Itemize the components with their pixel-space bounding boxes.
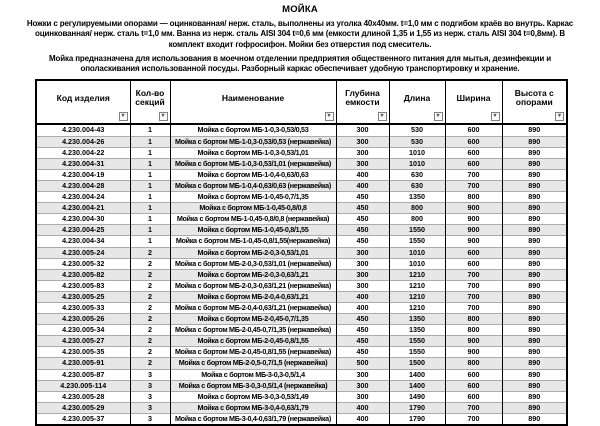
cell-code: 4.230.005-35 xyxy=(36,347,130,358)
cell-name: Мойка с бортом МБ-1-0,45-0,8/1,55(нержавейка) xyxy=(170,236,336,247)
cell-depth: 300 xyxy=(336,269,389,280)
column-header-length xyxy=(389,80,445,124)
table-row xyxy=(36,158,567,169)
cell-name: Мойка с бортом МБ-3-0,3-0,5/1,4 (нержавейка) xyxy=(170,380,336,391)
cell-width: 600 xyxy=(445,369,502,380)
cell-width: 700 xyxy=(445,280,502,291)
column-header-label: Наименование xyxy=(221,92,285,103)
cell-sections: 1 xyxy=(130,214,170,225)
cell-length: 1500 xyxy=(389,358,445,369)
cell-name: Мойка с бортом МБ-1-0,3-0,53/1,01 xyxy=(170,147,336,158)
cell-height: 890 xyxy=(502,147,567,158)
cell-height: 890 xyxy=(502,391,567,402)
cell-sections: 1 xyxy=(130,203,170,214)
column-header-label: Длина xyxy=(403,92,431,103)
column-header-name xyxy=(170,80,336,124)
cell-depth: 450 xyxy=(336,203,389,214)
cell-name: Мойка с бортом МБ-1-0,45-0,8/1,55 xyxy=(170,225,336,236)
cell-width: 700 xyxy=(445,413,502,425)
cell-width: 600 xyxy=(445,136,502,147)
cell-sections: 1 xyxy=(130,158,170,169)
cell-sections: 2 xyxy=(130,347,170,358)
column-header-label: Глубина емкости xyxy=(345,87,380,108)
table-row xyxy=(36,280,567,291)
table-row xyxy=(36,136,567,147)
column-header-label: Ширина xyxy=(456,92,491,103)
cell-width: 600 xyxy=(445,247,502,258)
cell-height: 890 xyxy=(502,325,567,336)
cell-length: 630 xyxy=(389,169,445,180)
cell-height: 890 xyxy=(502,136,567,147)
cell-sections: 2 xyxy=(130,358,170,369)
cell-length: 530 xyxy=(389,124,445,136)
cell-name: Мойка с бортом МБ-2-0,3-0,53/1,01 (нержавейка) xyxy=(170,258,336,269)
table-row xyxy=(36,291,567,302)
cell-sections: 3 xyxy=(130,369,170,380)
cell-height: 890 xyxy=(502,402,567,413)
cell-name: Мойка с бортом МБ-2-0,45-0,8/1,55 (нержавейка) xyxy=(170,347,336,358)
cell-length: 1350 xyxy=(389,325,445,336)
cell-depth: 400 xyxy=(336,169,389,180)
cell-name: Мойка с бортом МБ-2-0,45-0,7/1,35 (нержавейка) xyxy=(170,325,336,336)
cell-sections: 1 xyxy=(130,180,170,191)
description-line: комплект входит гофросифон. Мойки без отверстия под смеситель. xyxy=(168,39,432,49)
cell-code: 4.230.005-25 xyxy=(36,291,130,302)
table-row xyxy=(36,369,567,380)
column-header-depth xyxy=(336,80,389,124)
cell-length: 1210 xyxy=(389,269,445,280)
cell-depth: 450 xyxy=(336,347,389,358)
cell-name: Мойка с бортом МБ-2-0,45-0,8/1,55 xyxy=(170,336,336,347)
cell-height: 890 xyxy=(502,180,567,191)
cell-sections: 3 xyxy=(130,413,170,425)
cell-code: 4.230.005-91 xyxy=(36,358,130,369)
cell-length: 1790 xyxy=(389,402,445,413)
cell-length: 1550 xyxy=(389,225,445,236)
cell-width: 600 xyxy=(445,380,502,391)
products-table xyxy=(35,79,568,426)
cell-code: 4.230.004-30 xyxy=(36,214,130,225)
table-row xyxy=(36,169,567,180)
filter-dropdown-icon[interactable]: ▼ xyxy=(556,113,563,120)
cell-name: Мойка с бортом МБ-2-0,3-0,53/1,01 xyxy=(170,247,336,258)
cell-height: 890 xyxy=(502,358,567,369)
filter-dropdown-icon[interactable]: ▼ xyxy=(379,113,385,120)
cell-depth: 400 xyxy=(336,291,389,302)
cell-length: 1350 xyxy=(389,192,445,203)
cell-width: 900 xyxy=(445,347,502,358)
cell-name: Мойка с бортом МБ-1-0,3-0,53/0,53 xyxy=(170,124,336,136)
column-header-label: Кол-во секций xyxy=(135,87,165,108)
cell-width: 900 xyxy=(445,336,502,347)
header-row xyxy=(36,80,567,124)
description-line: ополаскивания использованной посуды. Разборный каркас обеспечивает удобную транспортировку и хранение. xyxy=(80,64,520,74)
cell-sections: 2 xyxy=(130,302,170,313)
cell-length: 1210 xyxy=(389,280,445,291)
cell-sections: 2 xyxy=(130,291,170,302)
cell-height: 890 xyxy=(502,225,567,236)
cell-height: 890 xyxy=(502,380,567,391)
cell-width: 600 xyxy=(445,147,502,158)
table-row xyxy=(36,203,567,214)
cell-height: 890 xyxy=(502,214,567,225)
cell-sections: 3 xyxy=(130,402,170,413)
table-row xyxy=(36,413,567,425)
cell-height: 890 xyxy=(502,302,567,313)
cell-name: Мойка с бортом МБ-3-0,4-0,63/1,79 (нержавейка) xyxy=(170,413,336,425)
table-row xyxy=(36,147,567,158)
cell-depth: 300 xyxy=(336,369,389,380)
table-row xyxy=(36,214,567,225)
cell-length: 1550 xyxy=(389,236,445,247)
cell-height: 890 xyxy=(502,269,567,280)
cell-width: 800 xyxy=(445,314,502,325)
filter-dropdown-icon[interactable]: ▼ xyxy=(435,113,441,120)
table-row xyxy=(36,302,567,313)
table-body xyxy=(36,124,567,425)
cell-depth: 300 xyxy=(336,147,389,158)
cell-sections: 2 xyxy=(130,280,170,291)
cell-width: 600 xyxy=(445,124,502,136)
cell-depth: 400 xyxy=(336,402,389,413)
cell-length: 1010 xyxy=(389,247,445,258)
filter-dropdown-icon[interactable]: ▼ xyxy=(160,113,166,120)
cell-length: 1210 xyxy=(389,302,445,313)
cell-width: 700 xyxy=(445,169,502,180)
cell-height: 890 xyxy=(502,291,567,302)
cell-width: 900 xyxy=(445,214,502,225)
cell-length: 1010 xyxy=(389,147,445,158)
cell-width: 700 xyxy=(445,302,502,313)
filter-dropdown-icon[interactable]: ▼ xyxy=(120,113,126,120)
cell-width: 600 xyxy=(445,258,502,269)
description-line: оцинкованная/ нерж. сталь t=1,0 мм. Ванна из нерж. сталь AISI 304 t=0,6 мм (емкости длиной 1,35 и 1,55 из нерж. сталь AISI 304 t=0,8мм). В xyxy=(35,29,565,39)
cell-height: 890 xyxy=(502,203,567,214)
table-row xyxy=(36,258,567,269)
cell-width: 800 xyxy=(445,325,502,336)
cell-length: 1550 xyxy=(389,347,445,358)
cell-code: 4.230.004-19 xyxy=(36,169,130,180)
cell-width: 900 xyxy=(445,225,502,236)
cell-depth: 300 xyxy=(336,391,389,402)
cell-width: 900 xyxy=(445,236,502,247)
cell-width: 800 xyxy=(445,192,502,203)
cell-width: 600 xyxy=(445,158,502,169)
cell-name: Мойка с бортом МБ-3-0,3-0,5/1,4 xyxy=(170,369,336,380)
table-row xyxy=(36,236,567,247)
cell-name: Мойка с бортом МБ-2-0,5-0,7/1,5 (нержавейка) xyxy=(170,358,336,369)
column-header-sections xyxy=(130,80,170,124)
cell-depth: 300 xyxy=(336,380,389,391)
cell-depth: 300 xyxy=(336,247,389,258)
cell-length: 1400 xyxy=(389,369,445,380)
cell-length: 800 xyxy=(389,203,445,214)
cell-code: 4.230.005-28 xyxy=(36,391,130,402)
table-row xyxy=(36,325,567,336)
cell-sections: 1 xyxy=(130,192,170,203)
cell-code: 4.230.005-29 xyxy=(36,402,130,413)
cell-sections: 1 xyxy=(130,147,170,158)
column-header-code xyxy=(36,80,130,124)
cell-name: Мойка с бортом МБ-2-0,3-0,63/1,21 (нержавейка) xyxy=(170,280,336,291)
table-row xyxy=(36,391,567,402)
cell-depth: 450 xyxy=(336,336,389,347)
cell-height: 890 xyxy=(502,347,567,358)
description-line: Ножки с регулируемыми опорами — оцинкованная/ нерж. сталь, выполнены из уголка 40х40мм. t=1,0 мм с подгибом краёв во внутрь. Каркас xyxy=(26,19,574,28)
column-header-label: Код изделия xyxy=(56,92,110,103)
cell-sections: 1 xyxy=(130,225,170,236)
cell-depth: 400 xyxy=(336,180,389,191)
cell-sections: 2 xyxy=(130,247,170,258)
table-row xyxy=(36,225,567,236)
cell-name: Мойка с бортом МБ-1-0,3-0,53/1,01 (нержавейка) xyxy=(170,158,336,169)
cell-depth: 300 xyxy=(336,258,389,269)
cell-sections: 1 xyxy=(130,124,170,136)
cell-length: 1210 xyxy=(389,291,445,302)
cell-length: 800 xyxy=(389,214,445,225)
cell-depth: 300 xyxy=(336,136,389,147)
description-paragraph-2 xyxy=(0,54,600,75)
cell-height: 890 xyxy=(502,169,567,180)
table-row xyxy=(36,180,567,191)
cell-name: Мойка с бортом МБ-1-0,45-0,8/0,8 xyxy=(170,203,336,214)
cell-width: 800 xyxy=(445,358,502,369)
cell-depth: 300 xyxy=(336,280,389,291)
cell-name: Мойка с бортом МБ-1-0,45-0,8/0,8 (нержавейка) xyxy=(170,214,336,225)
table-row xyxy=(36,314,567,325)
cell-name: Мойка с бортом МБ-2-0,45-0,7/1,35 xyxy=(170,314,336,325)
filter-dropdown-icon[interactable]: ▼ xyxy=(326,113,332,120)
cell-code: 4.230.004-31 xyxy=(36,158,130,169)
cell-name: Мойка с бортом МБ-3-0,3-0,53/1,49 xyxy=(170,391,336,402)
cell-depth: 400 xyxy=(336,413,389,425)
cell-depth: 450 xyxy=(336,325,389,336)
description xyxy=(0,19,600,74)
cell-code: 4.230.004-25 xyxy=(36,225,130,236)
cell-height: 890 xyxy=(502,158,567,169)
filter-dropdown-icon[interactable]: ▼ xyxy=(492,113,498,120)
cell-length: 1350 xyxy=(389,314,445,325)
cell-code: 4.230.005-32 xyxy=(36,258,130,269)
cell-code: 4.230.004-21 xyxy=(36,203,130,214)
cell-height: 890 xyxy=(502,369,567,380)
cell-depth: 400 xyxy=(336,302,389,313)
table-row xyxy=(36,347,567,358)
cell-length: 530 xyxy=(389,136,445,147)
cell-height: 890 xyxy=(502,236,567,247)
cell-sections: 2 xyxy=(130,258,170,269)
cell-code: 4.230.005-83 xyxy=(36,280,130,291)
table-row xyxy=(36,358,567,369)
cell-depth: 450 xyxy=(336,192,389,203)
cell-code: 4.230.004-22 xyxy=(36,147,130,158)
cell-height: 890 xyxy=(502,247,567,258)
cell-sections: 2 xyxy=(130,325,170,336)
cell-height: 890 xyxy=(502,280,567,291)
cell-length: 1550 xyxy=(389,336,445,347)
table-row xyxy=(36,269,567,280)
cell-sections: 3 xyxy=(130,380,170,391)
cell-code: 4.230.004-24 xyxy=(36,192,130,203)
cell-height: 890 xyxy=(502,314,567,325)
table-row xyxy=(36,192,567,203)
cell-width: 700 xyxy=(445,402,502,413)
table-row xyxy=(36,380,567,391)
cell-name: Мойка с бортом МБ-1-0,4-0,63/0,63 (нержавейка) xyxy=(170,180,336,191)
column-header-height xyxy=(502,80,567,124)
cell-sections: 2 xyxy=(130,336,170,347)
cell-height: 890 xyxy=(502,124,567,136)
cell-code: 4.230.004-26 xyxy=(36,136,130,147)
cell-sections: 1 xyxy=(130,169,170,180)
cell-name: Мойка с бортом МБ-3-0,4-0,63/1,79 xyxy=(170,402,336,413)
cell-code: 4.230.005-27 xyxy=(36,336,130,347)
cell-depth: 500 xyxy=(336,358,389,369)
cell-code: 4.230.005-33 xyxy=(36,302,130,313)
cell-width: 700 xyxy=(445,269,502,280)
cell-depth: 450 xyxy=(336,236,389,247)
cell-length: 1790 xyxy=(389,413,445,425)
cell-name: Мойка с бортом МБ-2-0,3-0,63/1,21 xyxy=(170,269,336,280)
cell-sections: 2 xyxy=(130,314,170,325)
cell-width: 700 xyxy=(445,291,502,302)
cell-sections: 3 xyxy=(130,391,170,402)
cell-depth: 450 xyxy=(336,214,389,225)
cell-code: 4.230.005-82 xyxy=(36,269,130,280)
cell-name: Мойка с бортом МБ-1-0,4-0,63/0,63 xyxy=(170,169,336,180)
cell-length: 1490 xyxy=(389,391,445,402)
cell-sections: 1 xyxy=(130,136,170,147)
table-row xyxy=(36,247,567,258)
cell-code: 4.230.005-24 xyxy=(36,247,130,258)
cell-name: Мойка с бортом МБ-1-0,45-0,7/1,35 xyxy=(170,192,336,203)
cell-width: 700 xyxy=(445,180,502,191)
cell-name: Мойка с бортом МБ-2-0,4-0,63/1,21 (нержавейка) xyxy=(170,302,336,313)
table-row xyxy=(36,124,567,136)
cell-name: Мойка с бортом МБ-2-0,4-0,63/1,21 xyxy=(170,291,336,302)
cell-code: 4.230.005-114 xyxy=(36,380,130,391)
cell-code: 4.230.005-37 xyxy=(36,413,130,425)
cell-length: 1400 xyxy=(389,380,445,391)
page-title: МОЙКА xyxy=(282,4,318,15)
cell-code: 4.230.005-34 xyxy=(36,325,130,336)
cell-code: 4.230.005-26 xyxy=(36,314,130,325)
cell-depth: 450 xyxy=(336,225,389,236)
cell-depth: 300 xyxy=(336,124,389,136)
cell-depth: 450 xyxy=(336,314,389,325)
cell-height: 890 xyxy=(502,336,567,347)
cell-code: 4.230.004-34 xyxy=(36,236,130,247)
table-row xyxy=(36,336,567,347)
cell-sections: 2 xyxy=(130,269,170,280)
cell-length: 1010 xyxy=(389,158,445,169)
cell-width: 900 xyxy=(445,203,502,214)
cell-height: 890 xyxy=(502,413,567,425)
cell-length: 1010 xyxy=(389,258,445,269)
cell-length: 630 xyxy=(389,180,445,191)
cell-code: 4.230.004-43 xyxy=(36,124,130,136)
cell-height: 890 xyxy=(502,192,567,203)
cell-width: 600 xyxy=(445,391,502,402)
cell-code: 4.230.004-28 xyxy=(36,180,130,191)
cell-code: 4.230.005-87 xyxy=(36,369,130,380)
cell-height: 890 xyxy=(502,258,567,269)
cell-depth: 300 xyxy=(336,158,389,169)
description-line: Мойка предназначена для использования в моечном отделении предприятия общественного питания для мытья, дезинфекции и xyxy=(48,53,552,63)
cell-name: Мойка с бортом МБ-1-0,3-0,53/0,53 (нержавейка) xyxy=(170,136,336,147)
cell-sections: 1 xyxy=(130,236,170,247)
column-header-label: Высота с опорами xyxy=(514,87,554,108)
column-header-width xyxy=(445,80,502,124)
description-paragraph-1 xyxy=(0,19,600,50)
